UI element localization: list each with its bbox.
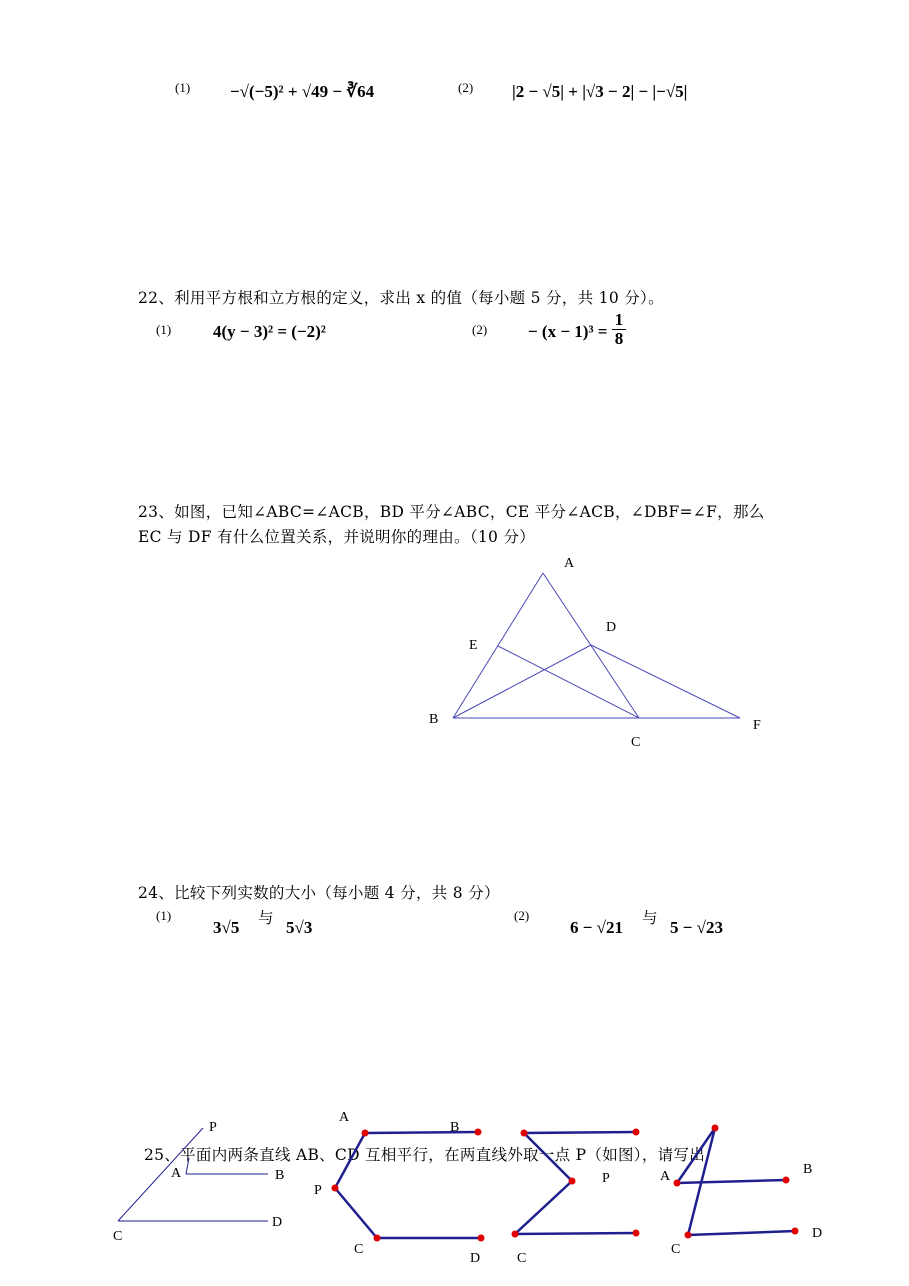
q25-figure2-lines [335,1132,481,1238]
q25-figure3-lines [515,1132,636,1234]
q25-fig1-a-label: A [171,1166,182,1181]
q24-part1-b: 5√3 [286,918,313,937]
point-f-label: F [753,718,761,733]
q22-part2-denominator: 8 [612,329,626,348]
q23-line1: 23、如图，已知∠ABC=∠ACB，BD 平分∠ABC，CE 平分∠ACB，∠DBF=∠F，那么 [138,503,765,521]
q22-part1-label: (1) [156,322,172,337]
q24-part1-with: 与 [258,909,274,927]
q25-fig4-c-label: C [671,1242,681,1257]
q21-part2-expression: |2 − √5| + |√3 − 2| − |−√5| [512,82,688,101]
q24-part2-with: 与 [642,909,658,927]
q21-part2-label: (2) [458,80,474,95]
q25-text: 25、平面内两条直线 AB、CD 互相平行，在两直线外取一点 P（如图），请写出 [144,1146,706,1164]
q25-fig2-p-label: P [314,1183,322,1198]
q25-figure4-lines [677,1128,795,1235]
point-c-label: C [631,735,641,750]
q24-part2-a: 6 − √21 [570,918,624,937]
q25-fig1-d-label: D [272,1215,283,1230]
q25-fig2-d-label: D [470,1251,481,1266]
q22-part1-expression: 4(y − 3)² = (−2)² [213,322,326,341]
q21-part1-label: (1) [175,80,191,95]
point-d-label: D [606,620,617,635]
q25-fig2-c-label: C [354,1242,364,1257]
q25-fig3-p-label: P [602,1171,610,1186]
q25-fig4-a-label: A [660,1169,671,1184]
q24-part1-a: 3√5 [213,918,240,937]
q22-part2-numerator: 1 [614,310,624,329]
q25-fig1-p-label: P [209,1120,217,1135]
q21-part1-expression: −√(−5)² + √49 − ∛64 [230,82,375,101]
q25-fig1-c-label: C [113,1229,123,1244]
q23-line2: EC 与 DF 有什么位置关系，并说明你的理由。（10 分） [138,528,536,546]
q24-part2-label: (2) [514,908,530,923]
q22-part2-expression: − (x − 1)³ = [528,322,608,341]
point-b-label: B [429,712,439,727]
q25-figure3-points [512,1129,640,1238]
point-e-label: E [469,638,478,653]
q25-figure1-lines [118,1128,268,1221]
q22-part2-label: (2) [472,322,488,337]
q25-fig3-c-label: C [517,1251,527,1266]
q25-fig2-a-label: A [339,1110,350,1125]
q25-fig1-b-label: B [275,1168,285,1183]
q22-title: 22、利用平方根和立方根的定义，求出 x 的值（每小题 5 分，共 10 分）。 [138,289,664,307]
q25-figure2-points [332,1129,485,1242]
q24-part2-b: 5 − √23 [670,918,724,937]
q24-part1-label: (1) [156,908,172,923]
point-a-label: A [564,556,575,571]
q25-fig2-b-label: B [450,1120,460,1135]
q24-title: 24、比较下列实数的大小（每小题 4 分，共 8 分） [138,884,500,902]
q25-fig4-d-label: D [812,1226,823,1241]
q25-fig4-b-label: B [803,1162,813,1177]
